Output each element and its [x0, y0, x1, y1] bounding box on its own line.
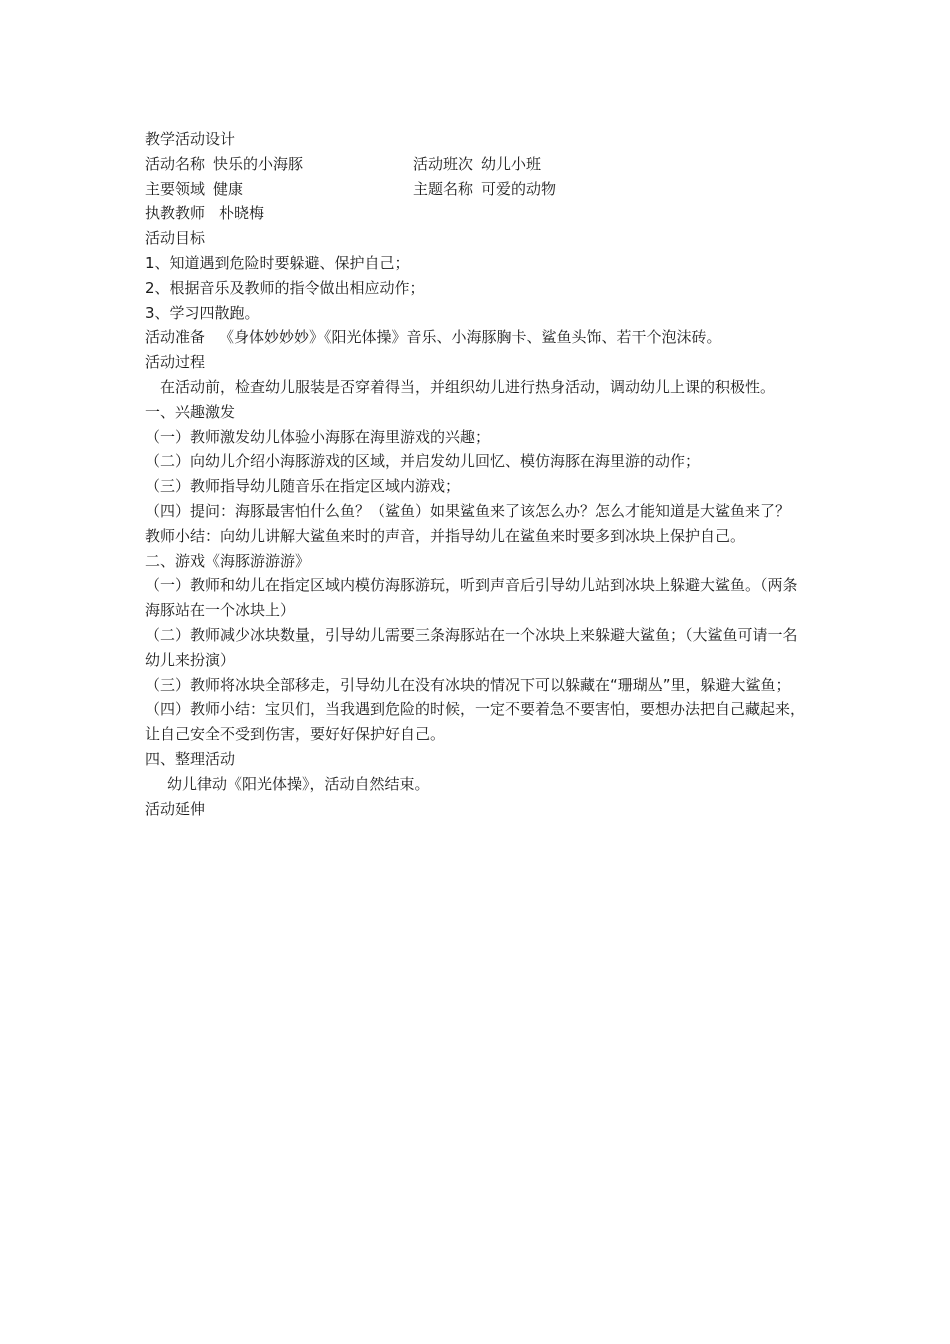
activity-name-label: 活动名称 [145, 154, 206, 173]
section1-item: （一）教师激发幼儿体验小海豚在海里游戏的兴趣； [145, 427, 491, 446]
teacher-label: 执教教师 [145, 204, 206, 223]
goals-heading: 活动目标 [145, 229, 206, 248]
section1-item: （二）向幼儿介绍小海豚游戏的区域，并启发幼儿回忆、模仿海豚在海里游的动作； [145, 452, 701, 471]
teacher-value: 朴晓梅 [219, 204, 265, 223]
goal-item: 1、知道遇到危险时要躲避、保护自己； [145, 253, 410, 272]
domain-value: 健康 [213, 179, 244, 198]
meta-row-1 [145, 152, 810, 177]
section2-item: （二）教师减少冰块数量，引导幼儿需要三条海豚站在一个冰块上来躲避大鲨鱼；（大鲨鱼可请一名幼儿来扮演） [145, 625, 798, 669]
section2-item: （三）教师将冰块全部移走，引导幼儿在没有冰块的情况下可以躲藏在“珊瑚丛”里，躲避大鲨鱼； [145, 675, 791, 694]
class-value: 幼儿小班 [481, 154, 542, 173]
document-title: 教学活动设计 [145, 130, 236, 148]
extension-heading: 活动延伸 [145, 799, 206, 818]
section2-item: （四）教师小结：宝贝们，当我遇到危险的时候，一定不要着急不要害怕，要想办法把自己藏起来，让自己安全不受到伤害，要好好保护好自己。 [145, 700, 806, 744]
meta-row-3 [145, 201, 810, 226]
section4-heading: 四、整理活动 [145, 749, 236, 768]
section1-item: （三）教师指导幼儿随音乐在指定区域内游戏； [145, 477, 461, 496]
domain-label: 主要领域 [145, 179, 206, 198]
activity-name-value: 快乐的小海豚 [213, 154, 304, 173]
summary1-paragraph: 教师小结：向幼儿讲解大鲨鱼来时的声音，并指导幼儿在鲨鱼来时要多到冰块上保护自己。 [145, 526, 746, 545]
theme-value: 可爱的动物 [481, 179, 557, 198]
prep-label: 活动准备 [145, 328, 206, 347]
prep-text: 《身体妙妙妙》《阳光体操》音乐、小海豚胸卡、鲨鱼头饰、若干个泡沫砖。 [219, 328, 722, 347]
section1-heading: 一、兴趣激发 [145, 402, 236, 421]
intro-paragraph: 在活动前，检查幼儿服装是否穿着得当，并组织幼儿进行热身活动，调动幼儿上课的积极性。 [160, 377, 776, 396]
process-heading: 活动过程 [145, 353, 206, 372]
section4-paragraph: 幼儿律动《阳光体操》，活动自然结束。 [167, 774, 430, 793]
theme-label: 主题名称 [413, 179, 474, 198]
class-label: 活动班次 [413, 154, 474, 173]
document-page [145, 127, 810, 821]
prep-line [145, 325, 810, 350]
section1-item: （四）提问：海豚最害怕什么鱼？（鲨鱼）如果鲨鱼来了该怎么办？怎么才能知道是大鲨鱼来了？ [145, 501, 791, 520]
goal-item: 3、学习四散跑。 [145, 303, 260, 322]
section2-item: （一）教师和幼儿在指定区域内模仿海豚游玩，听到声音后引导幼儿站到冰块上躲避大鲨鱼。（两条海豚站在一个冰块上） [145, 576, 798, 620]
section2-heading: 二、游戏《海豚游游游》 [145, 551, 311, 570]
meta-row-2 [145, 177, 810, 202]
goal-item: 2、根据音乐及教师的指令做出相应动作； [145, 278, 425, 297]
